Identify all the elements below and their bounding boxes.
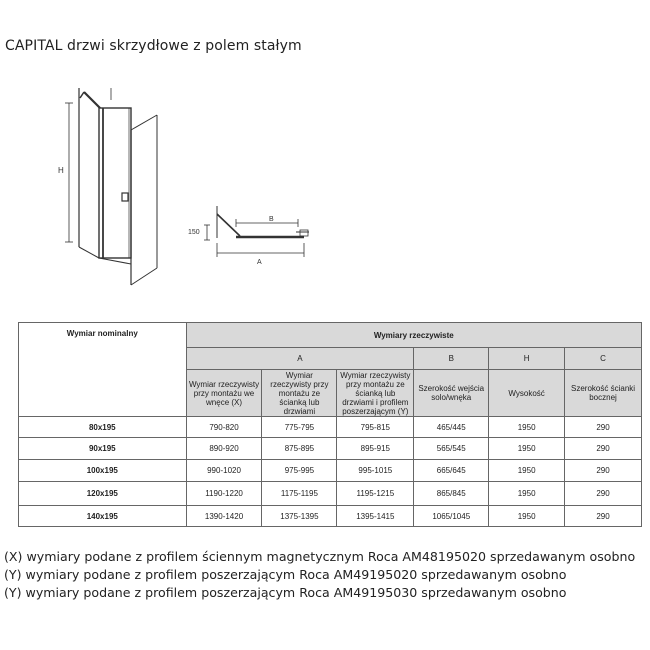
technical-drawing bbox=[0, 0, 650, 300]
nominal-dimension-header: Wymiar nominalny bbox=[19, 323, 187, 417]
group-b-header: B bbox=[414, 348, 489, 370]
footnote-y1: (Y) wymiary podane z profilem poszerzającym Roca AM49195020 sprzedawanym osobno bbox=[4, 567, 567, 582]
h-cell: 1950 bbox=[489, 506, 565, 527]
a3-cell: 895-915 bbox=[337, 438, 414, 460]
sub-header-a2: Wymiar rzeczywisty przy montażu ze ścianką lub drzwiami bbox=[262, 370, 337, 417]
a1-cell: 790-820 bbox=[186, 417, 262, 438]
a2-cell: 1175-1195 bbox=[262, 482, 337, 506]
h-cell: 1950 bbox=[489, 417, 565, 438]
sub-header-a1: Wymiar rzeczywisty przy montażu we wnęce (X) bbox=[186, 370, 262, 417]
h-cell: 1950 bbox=[489, 460, 565, 482]
footnote-x: (X) wymiary podane z profilem ściennym magnetycznym Roca AM48195020 sprzedawanym osobno bbox=[4, 549, 636, 564]
footnotes bbox=[4, 548, 635, 602]
c-cell: 290 bbox=[565, 506, 642, 527]
footnote-y2: (Y) wymiary podane z profilem poszerzającym Roca AM49195030 sprzedawanym osobno bbox=[4, 585, 567, 600]
table-row bbox=[19, 438, 642, 460]
table-row bbox=[19, 417, 642, 438]
nominal-cell: 90x195 bbox=[19, 438, 187, 460]
b-cell: 1065/1045 bbox=[414, 506, 489, 527]
h-cell: 1950 bbox=[489, 482, 565, 506]
table-row bbox=[19, 460, 642, 482]
a2-cell: 975-995 bbox=[262, 460, 337, 482]
c-cell: 290 bbox=[565, 482, 642, 506]
c-cell: 290 bbox=[565, 438, 642, 460]
a1-cell: 1190-1220 bbox=[186, 482, 262, 506]
front-elevation bbox=[65, 88, 157, 285]
b-cell: 865/845 bbox=[414, 482, 489, 506]
a1-cell: 890-920 bbox=[186, 438, 262, 460]
c-cell: 290 bbox=[565, 460, 642, 482]
a2-cell: 875-895 bbox=[262, 438, 337, 460]
plan-view bbox=[204, 206, 309, 257]
nominal-cell: 140x195 bbox=[19, 506, 187, 527]
group-c-header: C bbox=[565, 348, 642, 370]
h-cell: 1950 bbox=[489, 438, 565, 460]
label-150: 150 bbox=[188, 229, 200, 236]
a2-cell: 775-795 bbox=[262, 417, 337, 438]
sub-header-h: Wysokość bbox=[489, 370, 565, 417]
a2-cell: 1375-1395 bbox=[262, 506, 337, 527]
sub-header-c: Szerokość ścianki bocznej bbox=[565, 370, 642, 417]
a3-cell: 1195-1215 bbox=[337, 482, 414, 506]
b-cell: 465/445 bbox=[414, 417, 489, 438]
b-cell: 565/545 bbox=[414, 438, 489, 460]
nominal-cell: 80x195 bbox=[19, 417, 187, 438]
sub-header-b: Szerokość wejścia solo/wnęka bbox=[414, 370, 489, 417]
nominal-cell: 120x195 bbox=[19, 482, 187, 506]
label-h: H bbox=[58, 166, 64, 175]
group-a-header: A bbox=[186, 348, 414, 370]
c-cell: 290 bbox=[565, 417, 642, 438]
page-title: CAPITAL drzwi skrzydłowe z polem stałym bbox=[5, 38, 302, 54]
label-b: B bbox=[269, 216, 274, 223]
label-a: A bbox=[257, 259, 262, 266]
table-row bbox=[19, 506, 642, 527]
b-cell: 665/645 bbox=[414, 460, 489, 482]
a3-cell: 995-1015 bbox=[337, 460, 414, 482]
sub-header-a3: Wymiar rzeczywisty przy montażu ze ścianką lub drzwiami i profilem poszerzającym (Y) bbox=[337, 370, 414, 417]
a3-cell: 795-815 bbox=[337, 417, 414, 438]
a3-cell: 1395-1415 bbox=[337, 506, 414, 527]
table-row bbox=[19, 482, 642, 506]
group-h-header: H bbox=[489, 348, 565, 370]
a1-cell: 990-1020 bbox=[186, 460, 262, 482]
actual-dimensions-header: Wymiary rzeczywiste bbox=[186, 323, 641, 348]
dimensions-table bbox=[18, 322, 642, 527]
nominal-cell: 100x195 bbox=[19, 460, 187, 482]
a1-cell: 1390-1420 bbox=[186, 506, 262, 527]
